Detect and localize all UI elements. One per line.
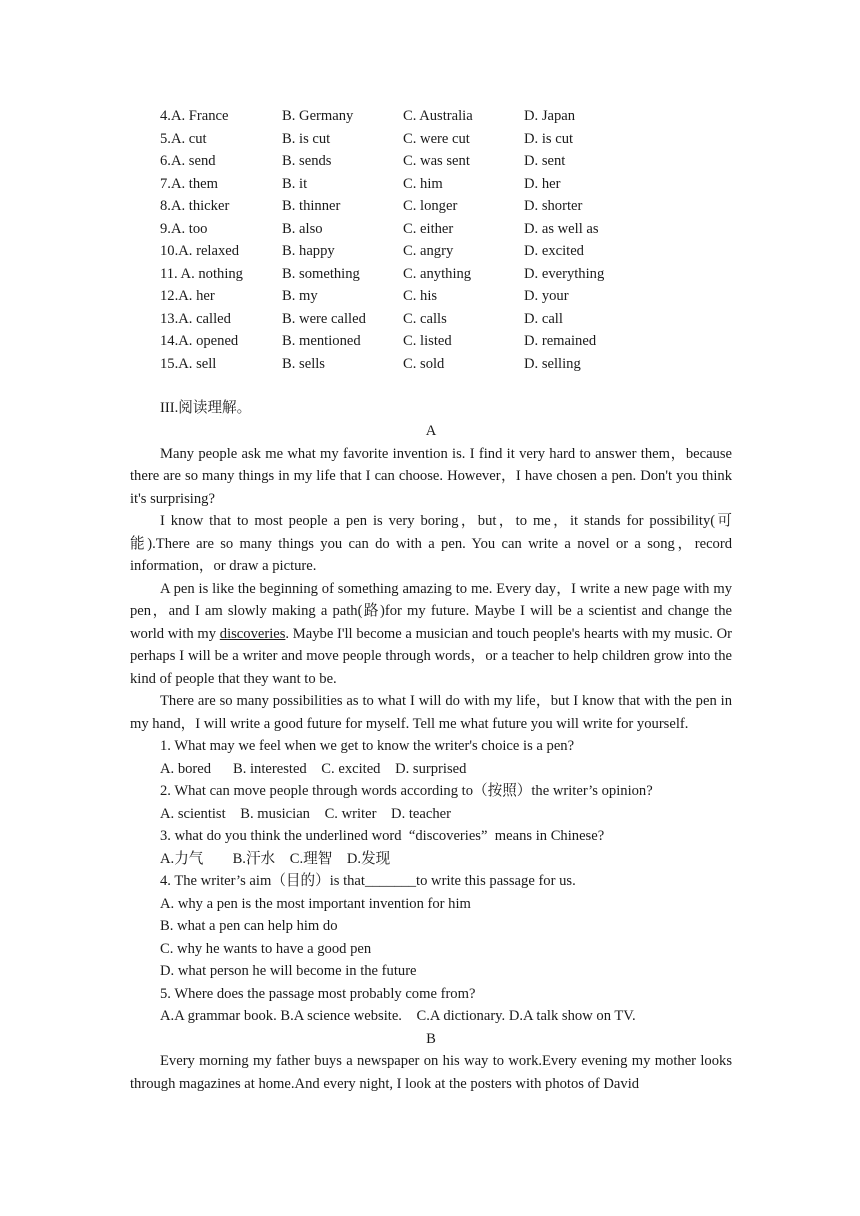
- option-b: B. were called: [282, 310, 366, 327]
- option-b: B. also: [282, 220, 323, 237]
- option-a: 12.A. her: [160, 288, 215, 304]
- option-c: C. calls: [403, 310, 447, 327]
- question-line: 3. what do you think the underlined word “discoveries” means in Chinese?: [160, 828, 605, 844]
- option-b: B. something: [282, 265, 360, 282]
- option-c: C. longer: [403, 198, 458, 214]
- passage-a-label: A: [425, 423, 437, 439]
- option-d: D. remained: [524, 333, 597, 349]
- section-heading: III.阅读理解。: [160, 400, 252, 416]
- option-c: C. his: [403, 288, 438, 304]
- option-b: B. thinner: [282, 198, 341, 214]
- option-c: C. Australia: [403, 108, 473, 124]
- option-b: B. Germany: [282, 108, 354, 124]
- option-a: 13.A. called: [160, 310, 231, 327]
- option-d: D. selling: [524, 355, 581, 372]
- passage-b-paragraph-1: Every morning my father buys a newspaper on his way to work.Every evening my mother looks through magazines at home.And every night, I look at the posters with photos of David: [130, 1053, 732, 1092]
- option-d: D. call: [524, 310, 563, 327]
- answer-choices: A. scientist B. musician C. writer D. teacher: [160, 805, 451, 822]
- option-a: 4.A. France: [160, 108, 229, 124]
- option-b: B. sells: [282, 355, 325, 372]
- option-a: 5.A. cut: [160, 130, 207, 147]
- answer-choices: A.A grammar book. B.A science website. C.A dictionary. D.A talk show on TV.: [160, 1008, 636, 1024]
- option-a: 10.A. relaxed: [160, 243, 240, 259]
- option-a: 11. A. nothing: [160, 265, 243, 282]
- option-d: D. Japan: [524, 108, 576, 124]
- option-a: 14.A. opened: [160, 333, 239, 349]
- underlined-word: discoveries: [219, 625, 286, 642]
- option-c: C. were cut: [403, 130, 470, 147]
- passage-a-paragraph-1: Many people ask me what my favorite invention is. I find it very hard to answer them，because there are so many things in my life that I can choose. However，I have chosen a pen. Don't you think it's surprising?: [130, 445, 732, 507]
- passage-a-paragraph-4: There are so many possibilities as to what I will do with my life，but I know that with the pen in my hand，I will write a good future for myself. Tell me what future you will write for yourself.: [130, 693, 732, 732]
- answer-choices: A. bored B. interested C. excited D. surprised: [160, 760, 467, 777]
- option-b: B. mentioned: [282, 333, 361, 349]
- option-c: C. listed: [403, 333, 452, 349]
- passage-a-paragraph-2: I know that to most people a pen is very boring，but，to me，it stands for possibility(可能).There are so many things you can do with a pen. You can write a novel or a song，record information，or draw a picture.: [130, 513, 732, 574]
- answer-choices: A.力气 B.汗水 C.理智 D.发现: [160, 850, 391, 867]
- option-c: C. anything: [403, 265, 472, 282]
- option-d: D. sent: [524, 153, 566, 169]
- option-a: 7.A. them: [160, 175, 218, 192]
- option-c: C. was sent: [403, 153, 470, 169]
- option-b: B. is cut: [282, 130, 331, 147]
- option-c: C. sold: [403, 355, 445, 372]
- option-c: C. angry: [403, 243, 454, 259]
- option-c: C. him: [403, 175, 443, 192]
- option-a: 6.A. send: [160, 153, 216, 169]
- option-d: D. everything: [524, 265, 605, 282]
- answer-choice: C. why he wants to have a good pen: [160, 940, 372, 957]
- answer-choice: A. why a pen is the most important invention for him: [160, 895, 471, 912]
- paragraph-text: . Maybe I'll become a musician and touch people's hearts with my music. Or perhaps I will be a writer and move people through words，or a teacher to help children grow into the kind of people that they want to be.: [130, 625, 732, 687]
- option-d: D. as well as: [524, 220, 599, 237]
- question-line: 1. What may we feel when we get to know the writer's choice is a pen?: [160, 738, 575, 754]
- answer-choice: B. what a pen can help him do: [160, 918, 338, 934]
- option-b: B. it: [282, 175, 308, 192]
- option-d: D. shorter: [524, 198, 583, 214]
- question-line: 2. What can move people through words according to（按照）the writer’s opinion?: [160, 783, 653, 799]
- passage-b-label: B: [426, 1030, 436, 1047]
- passage-a-paragraph-3: [130, 578, 732, 691]
- option-a: 8.A. thicker: [160, 198, 230, 214]
- option-d: D. your: [524, 288, 569, 304]
- option-d: D. excited: [524, 243, 584, 259]
- option-a: 15.A. sell: [160, 355, 217, 372]
- answer-choice: D. what person he will become in the future: [160, 963, 417, 979]
- option-b: B. happy: [282, 243, 335, 259]
- question-line: 4. The writer’s aim（目的）is that_______to write this passage for us.: [160, 873, 576, 889]
- option-b: B. sends: [282, 153, 332, 169]
- question-line: 5. Where does the passage most probably come from?: [160, 985, 476, 1002]
- option-d: D. is cut: [524, 130, 574, 147]
- option-d: D. her: [524, 175, 561, 192]
- option-b: B. my: [282, 288, 318, 304]
- option-c: C. either: [403, 220, 454, 237]
- paragraph-text: A pen is like the beginning of something amazing to me. Every day，I write a new page with my pen，and I am slowly making a path(路)for my future. Maybe I will be a scientist and change the world with my: [130, 580, 732, 642]
- option-a: 9.A. too: [160, 220, 208, 237]
